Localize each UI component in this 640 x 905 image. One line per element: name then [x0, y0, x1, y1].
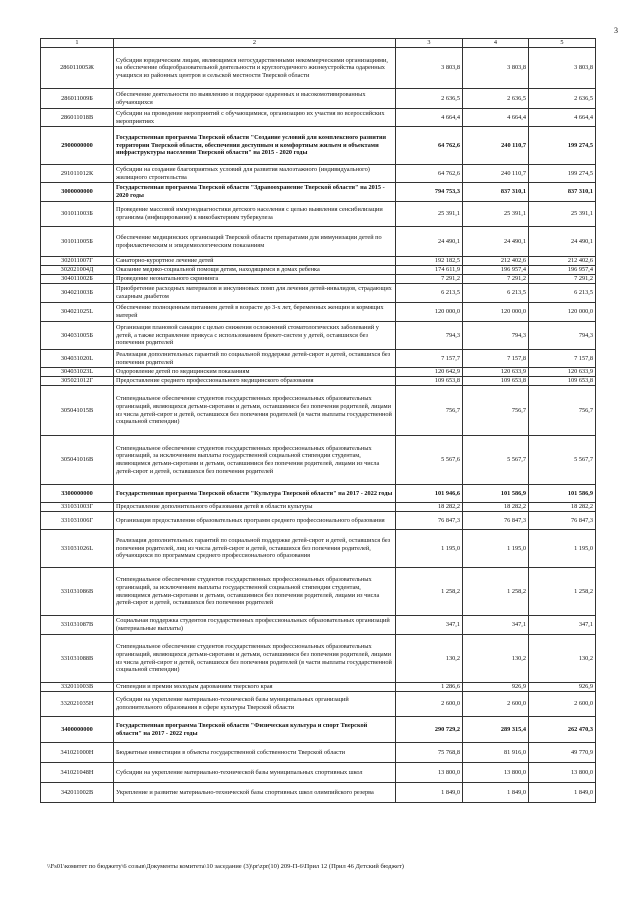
code-cell: 304031005Б [41, 322, 114, 350]
table-row [41, 109, 596, 127]
name-cell: Проведение массовой иммунодиагностики детского населения с целью выявления сенсибилизации организма (инфицирования) к микобактериям туберкулеза [114, 202, 396, 227]
value-col-3-cell: 120 642,9 [396, 368, 463, 377]
name-cell: Стипендиальное обеспечение студентов государственных профессиональных образовательных организаций, являющихся детьми-сиротами и детьми, оставшимися без попечения родителей, лицами из числа детей-сирот и детей, оставшихся без попечения родителей (в части выплаты государственной социальной стипендии) [114, 635, 396, 683]
value-col-4-cell: 3 803,8 [463, 48, 529, 89]
value-col-3-cell: 756,7 [396, 386, 463, 436]
value-col-5-cell: 926,9 [529, 683, 596, 692]
value-col-3-cell: 7 157,7 [396, 350, 463, 368]
value-col-4-cell: 289 315,4 [463, 717, 529, 743]
page-number: 3 [614, 26, 618, 35]
value-col-5-cell: 49 770,9 [529, 743, 596, 763]
name-cell: Субсидии на создание благоприятных условий для развития малоэтажного (индивидуального) жилищного строительства [114, 165, 396, 183]
value-col-4-cell: 7 291,2 [463, 275, 529, 284]
value-col-3-cell: 1 849,0 [396, 783, 463, 803]
name-cell: Укрепление и развитие материально-технической базы спортивных школ олимпийского резерва [114, 783, 396, 803]
table-row [41, 303, 596, 322]
code-cell: 304021025L [41, 303, 114, 322]
value-col-4-cell: 120 633,9 [463, 368, 529, 377]
code-cell: 286011005Ж [41, 48, 114, 89]
code-cell: 331031087В [41, 616, 114, 635]
value-col-3-cell: 64 762,6 [396, 165, 463, 183]
header-col-1: 1 [41, 39, 114, 48]
table-row [41, 783, 596, 803]
code-cell: 305041016В [41, 436, 114, 485]
header-row [41, 39, 596, 48]
value-col-3-cell: 174 611,9 [396, 266, 463, 275]
value-col-4-cell: 6 213,5 [463, 284, 529, 303]
header-col-5: 5 [529, 39, 596, 48]
table-row [41, 284, 596, 303]
value-col-5-cell: 13 800,0 [529, 763, 596, 783]
name-cell: Стипендиальное обеспечение студентов государственных профессиональных образовательных организаций, за исключением выплаты государственной социальной стипендии студентам, являющимся детьми-сиротами и детьми, оставшимися без попечения родителей, лицами из числа детей-сирот и детей, оставшихся без попечения родителей [114, 568, 396, 616]
value-col-5-cell: 7 291,2 [529, 275, 596, 284]
value-col-5-cell: 101 586,9 [529, 485, 596, 503]
value-col-4-cell: 1 258,2 [463, 568, 529, 616]
table-body [41, 48, 596, 803]
value-col-5-cell: 347,1 [529, 616, 596, 635]
name-cell: Проведение неонатального скрининга [114, 275, 396, 284]
name-cell: Стипендиальное обеспечение студентов государственных профессиональных образовательных организаций, являющихся детьми-сиротами и детьми, оставшимися без попечения родителей, лицами из числа детей-сирот и детей, оставшихся без попечения родителей (в части выплаты государственной социальной стипендии) [114, 386, 396, 436]
name-cell: Организация предоставления образовательных программ среднего профессионального образования [114, 512, 396, 530]
value-col-5-cell: 199 274,5 [529, 127, 596, 165]
value-col-3-cell: 192 182,5 [396, 257, 463, 266]
value-col-4-cell: 7 157,8 [463, 350, 529, 368]
name-cell: Государственная программа Тверской области "Физическая культура и спорт Тверской области" на 2017 - 2022 годы [114, 717, 396, 743]
value-col-5-cell: 2 600,0 [529, 692, 596, 717]
code-cell: 304011002Б [41, 275, 114, 284]
value-col-4-cell: 2 636,5 [463, 89, 529, 109]
value-col-3-cell: 24 490,1 [396, 227, 463, 257]
value-col-3-cell: 1 258,2 [396, 568, 463, 616]
value-col-3-cell: 75 768,8 [396, 743, 463, 763]
code-cell: 3400000000 [41, 717, 114, 743]
table-row [41, 127, 596, 165]
value-col-5-cell: 1 195,0 [529, 530, 596, 568]
value-col-5-cell: 24 490,1 [529, 227, 596, 257]
value-col-4-cell: 76 847,3 [463, 512, 529, 530]
table-row [41, 635, 596, 683]
table-row [41, 568, 596, 616]
value-col-4-cell: 347,1 [463, 616, 529, 635]
name-cell: Стипендии и премии молодым дарованиям тверского края [114, 683, 396, 692]
table-row [41, 89, 596, 109]
value-col-3-cell: 290 729,2 [396, 717, 463, 743]
name-cell: Государственная программа Тверской области "Здравоохранение Тверской области" на 2015 - 2020 годы [114, 183, 396, 202]
code-cell: 286011018В [41, 109, 114, 127]
table-row [41, 266, 596, 275]
name-cell: Стипендиальное обеспечение студентов государственных профессиональных образовательных организаций, за исключением выплаты государственной социальной стипендии студентам, являющимся детьми-сиротами и детьми, оставшимися без попечения родителей, лицами из числа детей-сирот и детей, оставшихся без попечения родителей [114, 436, 396, 485]
value-col-5-cell: 1 849,0 [529, 783, 596, 803]
value-col-4-cell: 756,7 [463, 386, 529, 436]
name-cell: Социальная поддержка студентов государственных профессиональных образовательных организаций (материальные выплаты) [114, 616, 396, 635]
value-col-3-cell: 4 664,4 [396, 109, 463, 127]
value-col-4-cell: 794,3 [463, 322, 529, 350]
header-col-4: 4 [463, 39, 529, 48]
value-col-3-cell: 3 803,8 [396, 48, 463, 89]
value-col-5-cell: 5 567,7 [529, 436, 596, 485]
table-row [41, 350, 596, 368]
code-cell: 341021000Н [41, 743, 114, 763]
table-row [41, 616, 596, 635]
name-cell: Организация плановой санации с целью снижения осложнений стоматологических заболеваний у детей, а также исправление прикуса с использованием брекет-систем у детей, оставшихся без попечения родителей [114, 322, 396, 350]
value-col-5-cell: 3 803,8 [529, 48, 596, 89]
table-row [41, 485, 596, 503]
code-cell: 332011003В [41, 683, 114, 692]
name-cell: Обеспечение медицинских организаций Тверской области препаратами для иммунизации детей по профилактическим и эпидемиологическим показаниям [114, 227, 396, 257]
code-cell: 304031023L [41, 368, 114, 377]
value-col-5-cell: 2 636,5 [529, 89, 596, 109]
value-col-3-cell: 2 636,5 [396, 89, 463, 109]
table-row [41, 202, 596, 227]
value-col-5-cell: 1 258,2 [529, 568, 596, 616]
table-row [41, 763, 596, 783]
value-col-3-cell: 120 000,0 [396, 303, 463, 322]
value-col-4-cell: 926,9 [463, 683, 529, 692]
name-cell: Санаторно-курортное лечение детей [114, 257, 396, 266]
name-cell: Субсидии на проведение мероприятий с обучающимися, организацию их участия во всероссийских мероприятиях [114, 109, 396, 127]
name-cell: Оздоровление детей по медицинским показаниям [114, 368, 396, 377]
value-col-4-cell: 837 310,1 [463, 183, 529, 202]
code-cell: 302021004Д [41, 266, 114, 275]
value-col-5-cell: 130,2 [529, 635, 596, 683]
value-col-3-cell: 1 286,6 [396, 683, 463, 692]
header-col-2: 2 [114, 39, 396, 48]
value-col-3-cell: 13 800,0 [396, 763, 463, 783]
value-col-5-cell: 6 213,5 [529, 284, 596, 303]
value-col-4-cell: 4 664,4 [463, 109, 529, 127]
code-cell: 331031006Г [41, 512, 114, 530]
value-col-4-cell: 240 110,7 [463, 127, 529, 165]
value-col-3-cell: 130,2 [396, 635, 463, 683]
code-cell: 286011009Б [41, 89, 114, 109]
value-col-4-cell: 109 653,8 [463, 377, 529, 386]
value-col-4-cell: 101 586,9 [463, 485, 529, 503]
value-col-3-cell: 794 753,3 [396, 183, 463, 202]
code-cell: 305041015В [41, 386, 114, 436]
table-row [41, 503, 596, 512]
value-col-3-cell: 64 762,6 [396, 127, 463, 165]
value-col-3-cell: 109 653,8 [396, 377, 463, 386]
value-col-5-cell: 120 633,9 [529, 368, 596, 377]
name-cell: Субсидия юридическим лицам, являющимся негосударственными некоммерческими организациями, на обеспечение общеобразовательной деятельности и круглогодичного жизнеустройства одаренных учащихся из районных центров и сельской местности Тверской области [114, 48, 396, 89]
value-col-4-cell: 240 110,7 [463, 165, 529, 183]
header-col-3: 3 [396, 39, 463, 48]
value-col-5-cell: 120 000,0 [529, 303, 596, 322]
name-cell: Государственная программа Тверской области "Создание условий для комплексного развития территории Тверской области, обеспечения доступным и комфортным жильем и объектами инфраструктуры населения Тверской области" на 2015 - 2020 годы [114, 127, 396, 165]
table-row [41, 512, 596, 530]
value-col-5-cell: 196 957,4 [529, 266, 596, 275]
value-col-3-cell: 1 195,0 [396, 530, 463, 568]
table-row [41, 683, 596, 692]
table-row [41, 436, 596, 485]
code-cell: 341021048Н [41, 763, 114, 783]
code-cell: 332021035Н [41, 692, 114, 717]
value-col-4-cell: 81 916,0 [463, 743, 529, 763]
value-col-4-cell: 2 600,0 [463, 692, 529, 717]
table-row [41, 743, 596, 763]
code-cell: 2900000000 [41, 127, 114, 165]
value-col-3-cell: 5 567,6 [396, 436, 463, 485]
code-cell: 3000000000 [41, 183, 114, 202]
name-cell: Предоставление среднего профессионального медицинского образования [114, 377, 396, 386]
value-col-4-cell: 25 391,1 [463, 202, 529, 227]
name-cell: Предоставление дополнительного образования детей в области культуры [114, 503, 396, 512]
value-col-3-cell: 18 282,2 [396, 503, 463, 512]
value-col-3-cell: 2 600,0 [396, 692, 463, 717]
value-col-5-cell: 837 310,1 [529, 183, 596, 202]
table-row [41, 717, 596, 743]
value-col-5-cell: 199 274,5 [529, 165, 596, 183]
value-col-3-cell: 76 847,3 [396, 512, 463, 530]
name-cell: Реализация дополнительных гарантий по социальной поддержке детей-сирот и детей, оставшихся без попечения родителей [114, 350, 396, 368]
value-col-5-cell: 794,3 [529, 322, 596, 350]
value-col-3-cell: 6 213,5 [396, 284, 463, 303]
value-col-5-cell: 25 391,1 [529, 202, 596, 227]
table-row [41, 322, 596, 350]
value-col-5-cell: 212 402,6 [529, 257, 596, 266]
code-cell: 302011007Г [41, 257, 114, 266]
table-row [41, 692, 596, 717]
name-cell: Обеспечение деятельности по выявлению и поддержке одаренных и высокомотивированных обучающихся [114, 89, 396, 109]
name-cell: Оказание медико-социальной помощи детям, находящимся в домах ребенка [114, 266, 396, 275]
value-col-3-cell: 347,1 [396, 616, 463, 635]
name-cell: Обеспечение полноценным питанием детей в возрасте до 3-х лет, беременных женщин и кормящих матерей [114, 303, 396, 322]
table-row [41, 275, 596, 284]
table-row [41, 48, 596, 89]
name-cell: Субсидии на укрепление материально-технической базы муниципальных организаций дополнительного образования в сфере культуры Тверской области [114, 692, 396, 717]
value-col-4-cell: 130,2 [463, 635, 529, 683]
code-cell: 342011002В [41, 783, 114, 803]
value-col-4-cell: 1 195,0 [463, 530, 529, 568]
value-col-3-cell: 7 291,2 [396, 275, 463, 284]
value-col-4-cell: 18 282,2 [463, 503, 529, 512]
table-row [41, 377, 596, 386]
value-col-5-cell: 756,7 [529, 386, 596, 436]
table-row [41, 165, 596, 183]
name-cell: Реализация дополнительных гарантий по социальной поддержке детей-сирот и детей, оставшихся без попечения родителей, лиц из числа детей-сирот и детей, оставшихся без попечения родителей, обучающихся по программам среднего профессионального образования [114, 530, 396, 568]
value-col-5-cell: 4 664,4 [529, 109, 596, 127]
value-col-4-cell: 196 957,4 [463, 266, 529, 275]
code-cell: 291011012К [41, 165, 114, 183]
name-cell: Бюджетные инвестиции в объекты государственной собственности Тверской области [114, 743, 396, 763]
value-col-5-cell: 262 470,3 [529, 717, 596, 743]
value-col-4-cell: 212 402,6 [463, 257, 529, 266]
table-row [41, 368, 596, 377]
code-cell: 304031020L [41, 350, 114, 368]
file-path-footer: \\Fs01\комитет по бюджету\6 созыв\Документы комитета\10 заседание (3)\pr\zpr(10) 209-П-6\Прил 12 (Прил 46 Детский бюджет) [47, 863, 404, 870]
table-row [41, 530, 596, 568]
value-col-5-cell: 18 282,2 [529, 503, 596, 512]
value-col-4-cell: 120 000,0 [463, 303, 529, 322]
code-cell: 331031086В [41, 568, 114, 616]
name-cell: Приобретение расходных материалов и инсулиновых помп для лечения детей-инвалидов, страдающих сахарным диабетом [114, 284, 396, 303]
value-col-3-cell: 101 946,6 [396, 485, 463, 503]
value-col-3-cell: 25 391,1 [396, 202, 463, 227]
value-col-4-cell: 24 490,1 [463, 227, 529, 257]
budget-table [40, 38, 596, 803]
code-cell: 301011005Б [41, 227, 114, 257]
code-cell: 305021012Г [41, 377, 114, 386]
value-col-5-cell: 76 847,3 [529, 512, 596, 530]
value-col-3-cell: 794,3 [396, 322, 463, 350]
code-cell: 301011003Б [41, 202, 114, 227]
name-cell: Государственная программа Тверской области "Культура Тверской области" на 2017 - 2022 годы [114, 485, 396, 503]
table-row [41, 386, 596, 436]
code-cell: 3300000000 [41, 485, 114, 503]
table-row [41, 183, 596, 202]
value-col-5-cell: 7 157,8 [529, 350, 596, 368]
value-col-4-cell: 1 849,0 [463, 783, 529, 803]
value-col-5-cell: 109 653,8 [529, 377, 596, 386]
value-col-4-cell: 5 567,7 [463, 436, 529, 485]
code-cell: 331031003Г [41, 503, 114, 512]
code-cell: 331031026L [41, 530, 114, 568]
name-cell: Субсидии на укрепление материально-технической базы муниципальных спортивных школ [114, 763, 396, 783]
code-cell: 304021003Б [41, 284, 114, 303]
table-row [41, 257, 596, 266]
code-cell: 331031088В [41, 635, 114, 683]
table-row [41, 227, 596, 257]
value-col-4-cell: 13 800,0 [463, 763, 529, 783]
